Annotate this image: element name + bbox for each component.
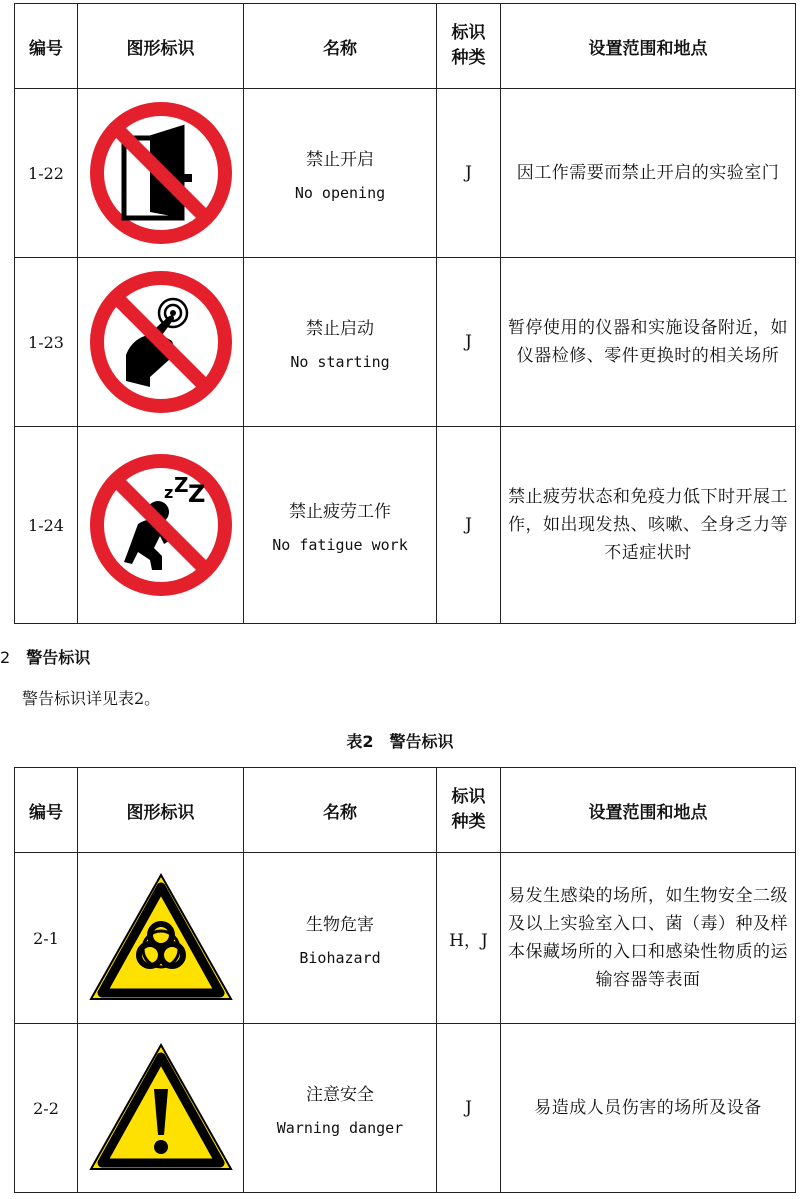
- location-text: 因工作需要而禁止开启的实验室门: [501, 89, 796, 258]
- name-english: No opening: [294, 183, 386, 202]
- svg-text:Z: Z: [173, 473, 189, 497]
- section-title: 警告标识: [26, 648, 91, 667]
- sign-type: J: [437, 427, 501, 624]
- sign-type: J: [437, 89, 501, 258]
- header-type: [437, 4, 501, 89]
- name-english: No starting: [290, 352, 390, 371]
- name-chinese: 生物危害: [306, 914, 374, 935]
- icon-cell: [78, 89, 244, 258]
- section-number: 2: [0, 648, 11, 667]
- name-english: Warning danger: [276, 1118, 404, 1137]
- header-icon: 图形标识: [78, 4, 244, 89]
- row-code: 2-2: [15, 1024, 78, 1193]
- header-code: 编号: [15, 768, 78, 853]
- name-chinese: 注意安全: [306, 1084, 374, 1105]
- header-type: [437, 768, 501, 853]
- name-english: No fatigue work: [272, 535, 408, 554]
- row-code: 2-1: [15, 853, 78, 1024]
- header-type-text: 标识 种类: [451, 23, 486, 68]
- table-row: [15, 853, 796, 1024]
- name-chinese: 禁止疲劳工作: [289, 501, 391, 522]
- name-cell: [244, 1024, 437, 1193]
- name-english: Biohazard: [299, 948, 381, 967]
- header-code: 编号: [15, 4, 78, 89]
- name-cell: [244, 853, 437, 1024]
- header-location: 设置范围和地点: [501, 768, 796, 853]
- table-header-row: [15, 768, 796, 853]
- sign-type: J: [437, 1024, 501, 1193]
- svg-text:z: z: [163, 483, 173, 502]
- header-name: 名称: [244, 768, 437, 853]
- location-text: 易发生感染的场所，如生物安全二级及以上实验室入口、菌（毒）种及样本保藏场所的入口和感染性物质的运输容器等表面: [501, 853, 796, 1024]
- icon-cell: [78, 1024, 244, 1193]
- biohazard-warning-icon: [86, 869, 236, 1007]
- header-icon: 图形标识: [78, 768, 244, 853]
- icon-cell: [78, 853, 244, 1024]
- name-chinese: 禁止开启: [306, 149, 374, 170]
- table-caption: 表2 警告标识: [346, 732, 454, 751]
- table-row: [15, 1024, 796, 1193]
- warning-danger-icon: [86, 1039, 236, 1177]
- header-location: 设置范围和地点: [501, 4, 796, 89]
- location-text: 暂停使用的仪器和实施设备附近，如仪器检修、零件更换时的相关场所: [501, 258, 796, 427]
- header-name: 名称: [244, 4, 437, 89]
- location-text: 禁止疲劳状态和免疫力低下时开展工作，如出现发热、咳嗽、全身乏力等不适症状时: [501, 427, 796, 624]
- icon-cell: [78, 427, 244, 624]
- sign-type: H，J: [437, 853, 501, 1024]
- name-chinese: 禁止启动: [306, 318, 374, 339]
- name-cell: [244, 427, 437, 624]
- header-type-text: 标识 种类: [451, 787, 486, 832]
- no-opening-sign-icon: [88, 100, 234, 246]
- prohibition-signs-table: [14, 3, 796, 624]
- table-header-row: [15, 4, 796, 89]
- table-row: [15, 427, 796, 624]
- location-text: 易造成人员伤害的场所及设备: [501, 1024, 796, 1193]
- section-heading: [0, 645, 90, 668]
- section-intro: 警告标识详见表2。: [22, 689, 161, 708]
- svg-text:Z: Z: [187, 480, 205, 508]
- row-code: 1-23: [15, 258, 78, 427]
- warning-signs-table: [14, 767, 796, 1193]
- table-row: [15, 258, 796, 427]
- name-cell: [244, 89, 437, 258]
- sign-type: J: [437, 258, 501, 427]
- no-fatigue-work-sign-icon: [88, 452, 234, 598]
- row-code: 1-22: [15, 89, 78, 258]
- name-cell: [244, 258, 437, 427]
- icon-cell: [78, 258, 244, 427]
- no-starting-sign-icon: [88, 269, 234, 415]
- table-row: [15, 89, 796, 258]
- row-code: 1-24: [15, 427, 78, 624]
